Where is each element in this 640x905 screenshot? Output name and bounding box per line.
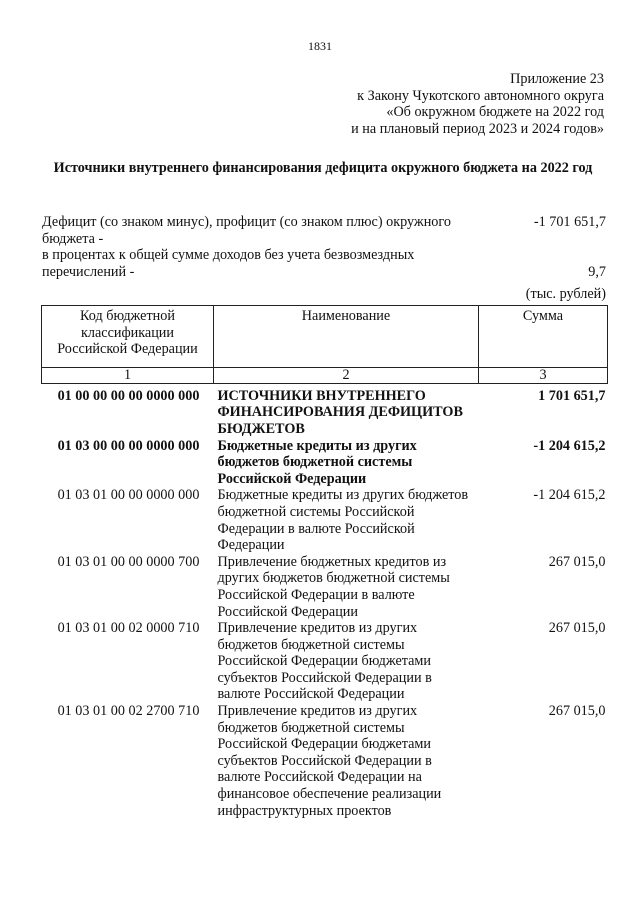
table-index-row	[42, 367, 608, 383]
item-name-cell: Привлечение кредитов из других бюджетов бюджетной системы Российской Федерации бюджетами субъектов Российской Федерации в валюте Российской Федерации на финансовое обеспечение реализации инфраструктурных проектов	[217, 703, 442, 819]
amount-cell: 267 015,0	[548, 703, 606, 720]
amount-cell: 267 015,0	[548, 553, 606, 570]
item-name-cell: ИСТОЧНИКИ ВНУТРЕННЕГО ФИНАНСИРОВАНИЯ ДЕФИЦИТОВ БЮДЖЕТОВ	[217, 387, 463, 437]
table-row	[42, 388, 608, 438]
appendix-line: и на плановый период 2023 и 2024 годов»	[351, 120, 604, 137]
percent-label: в процентах к общей сумме доходов без учета безвозмездных перечислений -	[42, 247, 415, 280]
table-row	[42, 620, 608, 703]
budget-code-cell: 01 03 01 00 00 0000 000	[57, 487, 200, 504]
page-number: 1831	[308, 39, 332, 53]
budget-code-cell: 01 03 01 00 00 0000 700	[57, 553, 200, 570]
table-row	[42, 554, 608, 620]
table-row	[42, 487, 608, 553]
budget-code-cell: 01 03 01 00 02 0000 710	[57, 620, 200, 637]
amount-cell: 1 701 651,7	[538, 387, 606, 404]
amount-cell: -1 204 615,2	[533, 487, 606, 504]
deficit-value: -1 701 651,7	[533, 214, 606, 230]
budget-code-cell: 01 00 00 00 00 0000 000	[57, 387, 200, 404]
appendix-line: Приложение 23	[510, 71, 604, 87]
column-header-name: Наименование	[214, 306, 479, 368]
table-body	[42, 383, 608, 819]
table-row	[42, 703, 608, 819]
amount-cell: -1 204 615,2	[533, 437, 606, 454]
units-label: (тыс. рублей)	[525, 286, 606, 302]
deficit-label: Дефицит (со знаком минус), профицит (со знаком плюс) окружного бюджета -	[42, 214, 451, 247]
document-title: Источники внутреннего финансирования дефицита окружного бюджета на 2022 год	[53, 160, 593, 176]
item-name-cell: Бюджетные кредиты из других бюджетов бюджетной системы Российской Федерации	[217, 437, 417, 487]
percent-value: 9,7	[588, 263, 606, 280]
table-row	[42, 438, 608, 488]
deficit-row	[42, 214, 606, 247]
appendix-line: к Закону Чукотского автономного округа	[357, 87, 604, 104]
budget-code-cell: 01 03 01 00 02 2700 710	[57, 703, 200, 720]
amount-cell: 267 015,0	[548, 620, 606, 637]
budget-code-cell: 01 03 00 00 00 0000 000	[57, 437, 200, 454]
deficit-summary	[42, 214, 606, 280]
column-index: 2	[214, 367, 479, 383]
percent-row	[42, 247, 606, 280]
column-header-code: Код бюджетной классификации Российской Федерации	[42, 306, 214, 368]
appendix-line: «Об окружном бюджете на 2022 год	[386, 104, 604, 121]
item-name-cell: Привлечение бюджетных кредитов из других бюджетов бюджетной системы Российской Федерации в валюте Российской Федерации	[217, 553, 450, 620]
table-header-row	[42, 306, 608, 368]
column-header-amount: Сумма	[479, 306, 608, 368]
column-index: 1	[42, 367, 214, 383]
financing-table	[41, 305, 608, 819]
item-name-cell: Привлечение кредитов из других бюджетов бюджетной системы Российской Федерации бюджетами субъектов Российской Федерации в валюте Российской Федерации	[217, 620, 432, 703]
item-name-cell: Бюджетные кредиты из других бюджетов бюджетной системы Российской Федерации в валюте Российской Федерации	[217, 487, 469, 554]
appendix-header	[284, 71, 604, 137]
column-index: 3	[479, 367, 608, 383]
